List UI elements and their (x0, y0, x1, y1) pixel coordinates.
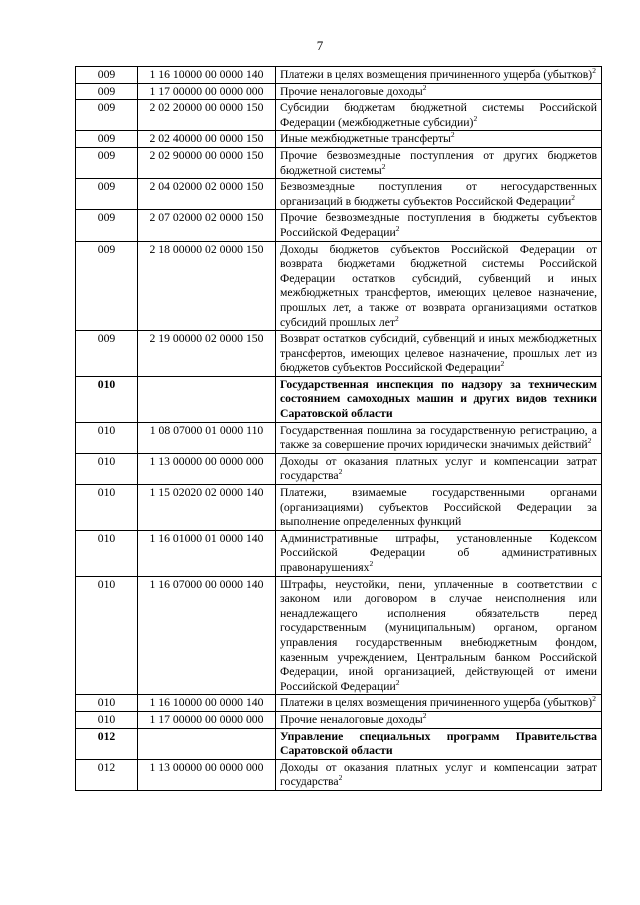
budget-classification-code-cell: 1 16 01000 01 0000 140 (138, 530, 276, 576)
footnote-marker: 2 (422, 711, 427, 721)
revenue-description-text: Прочие неналоговые доходы (280, 84, 423, 98)
revenue-description-cell (276, 67, 602, 84)
table-row (76, 422, 602, 453)
footnote-marker: 2 (422, 82, 427, 92)
admin-code-cell: 012 (76, 759, 138, 790)
budget-classification-code-cell (138, 728, 276, 759)
revenue-description-text: Иные межбюджетные трансферты (280, 132, 451, 146)
table-row (76, 100, 602, 131)
table-row (76, 67, 602, 84)
budget-classification-code-cell: 2 19 00000 02 0000 150 (138, 331, 276, 377)
footnote-marker: 2 (338, 467, 343, 477)
budget-classification-code-cell: 2 02 20000 00 0000 150 (138, 100, 276, 131)
budget-classification-code-cell: 1 15 02020 02 0000 140 (138, 485, 276, 531)
table-body (76, 67, 602, 791)
revenue-description-cell (276, 147, 602, 178)
table-row (76, 147, 602, 178)
revenue-description-text: Доходы от оказания платных услуг и компенсации затрат государства (280, 760, 597, 789)
revenue-description-text: Платежи в целях возмещения причиненного ущерба (убытков) (280, 68, 593, 81)
footnote-marker: 2 (395, 313, 399, 323)
admin-code-cell: 009 (76, 331, 138, 377)
admin-code-cell: 009 (76, 147, 138, 178)
table-row (76, 179, 602, 210)
table-row (76, 530, 602, 576)
revenue-description-text: Прочие безвозмездные поступления от других бюджетов бюджетной системы (280, 148, 597, 177)
footnote-marker: 2 (369, 559, 374, 569)
revenue-description-text: Безвозмездные поступления от негосударственных организаций в бюджеты субъектов Российской Федерации (280, 180, 597, 208)
footnote-marker: 2 (571, 192, 575, 202)
footnote-marker: 2 (587, 436, 592, 446)
revenue-description-text: Административные штрафы, установленные Кодексом Российской Федерации об административных правонарушениях (280, 531, 597, 574)
table-row (76, 210, 602, 241)
table-row (76, 453, 602, 484)
footnote-marker: 2 (450, 130, 455, 140)
budget-classification-code-cell: 1 17 00000 00 0000 000 (138, 711, 276, 728)
revenue-description-cell (276, 576, 602, 695)
table-row (76, 759, 602, 790)
budget-classification-code-cell: 1 13 00000 00 0000 000 (138, 453, 276, 484)
revenue-description-cell (276, 83, 602, 100)
revenue-description-cell (276, 422, 602, 453)
admin-code-cell: 010 (76, 453, 138, 484)
revenue-description-cell (276, 131, 602, 148)
admin-code-cell: 009 (76, 131, 138, 148)
budget-classification-code-cell: 2 02 90000 00 0000 150 (138, 147, 276, 178)
revenue-description-text: Управление специальных программ Правительства Саратовской области (280, 729, 597, 758)
admin-code-cell: 010 (76, 485, 138, 531)
admin-code-cell: 009 (76, 179, 138, 210)
revenue-description-cell (276, 331, 602, 377)
revenue-description-cell (276, 728, 602, 759)
budget-classification-code-cell: 2 02 40000 00 0000 150 (138, 131, 276, 148)
footnote-marker: 2 (592, 694, 596, 704)
admin-code-cell: 009 (76, 241, 138, 331)
admin-code-cell: 009 (76, 83, 138, 100)
admin-code-cell: 009 (76, 210, 138, 241)
admin-code-cell: 010 (76, 695, 138, 712)
revenue-description-text: Субсидии бюджетам бюджетной системы Российской Федерации (межбюджетные субсидии) (280, 101, 597, 129)
footnote-marker: 2 (395, 677, 400, 687)
admin-code-cell: 010 (76, 711, 138, 728)
budget-classification-code-cell: 1 16 10000 00 0000 140 (138, 695, 276, 712)
table-row (76, 485, 602, 531)
admin-code-cell: 009 (76, 100, 138, 131)
revenue-description-cell (276, 530, 602, 576)
admin-code-cell: 009 (76, 67, 138, 84)
table-row (76, 331, 602, 377)
table-row (76, 711, 602, 728)
revenue-description-text: Платежи, взимаемые государственными органами (организациями) субъектов Российской Федерации за выполнение определенных функций (280, 486, 597, 529)
revenue-description-text: Доходы бюджетов субъектов Российской Федерации от возврата бюджетами бюджетной системы Российской Федерации остатков субсидий, субвенций и иных межбюджетных трансфертов, имеющих целевое назначение, прошлых лет, а также от возврата организациями остатков субсидий прошлых лет (280, 242, 597, 329)
table-row (76, 241, 602, 331)
footnote-marker: 2 (381, 161, 386, 171)
revenue-description-cell (276, 759, 602, 790)
budget-classification-code-cell: 2 18 00000 02 0000 150 (138, 241, 276, 331)
revenue-description-cell (276, 376, 602, 422)
budget-classification-code-cell: 1 17 00000 00 0000 000 (138, 83, 276, 100)
budget-classification-code-cell: 1 08 07000 01 0000 110 (138, 422, 276, 453)
revenue-description-cell (276, 711, 602, 728)
budget-classification-code-cell: 1 16 07000 00 0000 140 (138, 576, 276, 695)
table-row (76, 376, 602, 422)
footnote-marker: 2 (395, 224, 400, 234)
revenue-description-cell (276, 485, 602, 531)
footnote-marker: 2 (592, 66, 596, 76)
revenue-description-cell (276, 210, 602, 241)
revenue-description-text: Штрафы, неустойки, пени, уплаченные в соответствии с законом или договором в случае неисполнения или ненадлежащего исполнения обязательств перед государственным (муниципальным) органом, органом управления государственным внебюджетным фондом, казенным учреждением, Центральным банком Российской Федерации, иной организацией, действующей от имени Российской Федерации (280, 577, 597, 693)
admin-code-cell: 010 (76, 530, 138, 576)
admin-code-cell: 010 (76, 376, 138, 422)
footnote-marker: 2 (500, 359, 505, 369)
page-number: 7 (316, 38, 324, 53)
footnote-marker: 2 (473, 113, 478, 123)
table-row (76, 728, 602, 759)
budget-classification-code-cell: 1 13 00000 00 0000 000 (138, 759, 276, 790)
revenue-description-cell (276, 453, 602, 484)
revenue-description-cell (276, 179, 602, 210)
admin-code-cell: 010 (76, 576, 138, 695)
budget-classification-code-cell: 2 07 02000 02 0000 150 (138, 210, 276, 241)
footnote-marker: 2 (338, 773, 343, 783)
admin-code-cell: 010 (76, 422, 138, 453)
table-row (76, 695, 602, 712)
revenue-codes-table (75, 66, 602, 791)
revenue-description-text: Платежи в целях возмещения причиненного ущерба (убытков) (280, 696, 593, 710)
revenue-description-text: Доходы от оказания платных услуг и компенсации затрат государства (280, 454, 597, 483)
admin-code-cell: 012 (76, 728, 138, 759)
revenue-description-text: Государственная инспекция по надзору за техническим состоянием самоходных машин и других видов техники Саратовской области (280, 377, 597, 421)
table-row (76, 83, 602, 100)
revenue-description-cell (276, 100, 602, 131)
revenue-description-cell (276, 695, 602, 712)
revenue-description-text: Государственная пошлина за государственную регистрацию, а также за совершение прочих юридически значимых действий (280, 423, 597, 452)
budget-classification-code-cell: 1 16 10000 00 0000 140 (138, 67, 276, 84)
budget-classification-code-cell: 2 04 02000 02 0000 150 (138, 179, 276, 210)
revenue-description-text: Прочие безвозмездные поступления в бюджеты субъектов Российской Федерации (280, 211, 597, 239)
revenue-description-text: Прочие неналоговые доходы (280, 712, 423, 726)
revenue-description-cell (276, 241, 602, 331)
table-row (76, 131, 602, 148)
revenue-description-text: Возврат остатков субсидий, субвенций и иных межбюджетных трансфертов, имеющих целевое назначение, прошлых лет из бюджетов субъектов Российской Федерации (280, 332, 597, 375)
budget-classification-code-cell (138, 376, 276, 422)
table-row (76, 576, 602, 695)
